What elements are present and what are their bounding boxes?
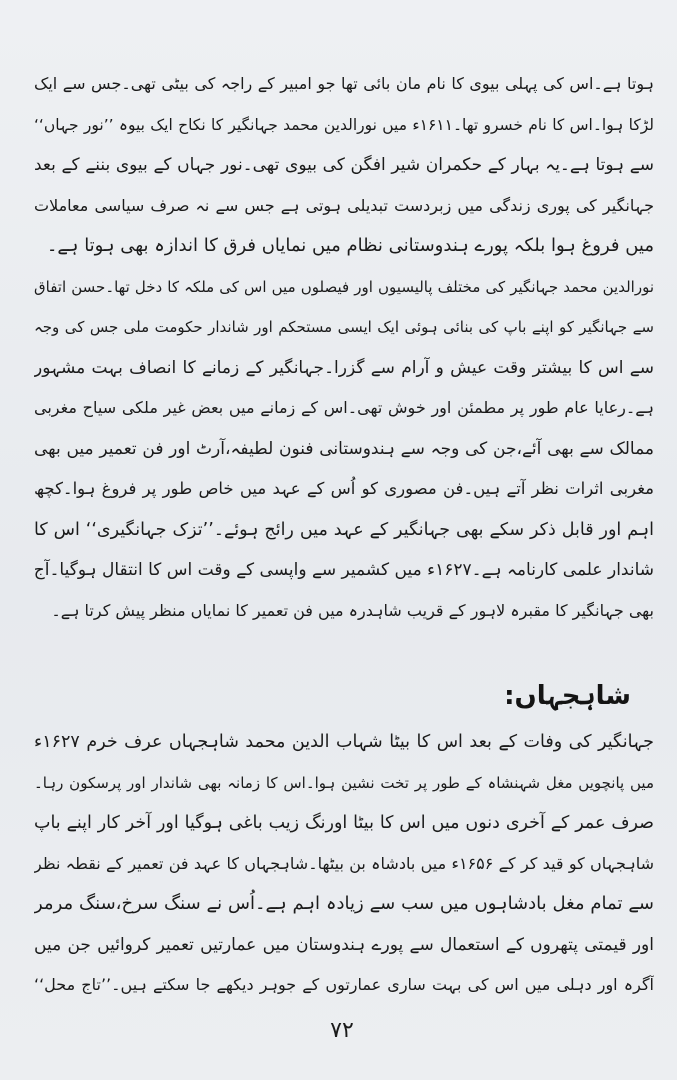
text-line: شاہجہاں کو قید کر کے ۱۶۵۶ء میں بادشاہ بن بیٹھا۔شاہجہاں کا عہد فن تعمیر کے نقطہ نظر bbox=[34, 853, 654, 873]
text-line: ہے۔رعایا عام طور پر مطمئن اور خوش تھی۔اس کے زمانے میں بعض غیر ملکی سیاح مغربی bbox=[34, 398, 654, 417]
text-line: اور قیمتی پتھروں کے استعمال سے پورے ہندوستان میں عمارتیں تعمیر کروائیں جن میں bbox=[34, 934, 654, 955]
text-line: شاندار علمی کارنامہ ہے۔۱۶۲۷ء میں کشمیر سے واپسی کے وقت اس کا انتقال ہوگیا۔آج bbox=[34, 560, 654, 580]
text-line: میں فروغ ہوا بلکہ پورے ہندوستانی نظام میں نمایاں فرق کا اندازہ بھی ہوتا ہے۔ bbox=[46, 235, 654, 256]
text-line: ممالک سے بھی آئے،جن کی وجہ سے ہندوستانی فنون لطیفہ،آرٹ اور فن تعمیر میں بھی bbox=[34, 438, 654, 459]
text-line: ہوتا ہے۔اس کی پہلی بیوی کا نام مان بائی تھا جو امبیر کے راجہ کی بیٹی تھی۔جس سے ایک bbox=[34, 74, 654, 93]
paragraph-shahjahan bbox=[34, 722, 654, 1006]
text-line: میں پانچویں مغل شہنشاہ کے طور پر تخت نشین ہوا۔اس کا زمانہ بھی شاندار اور پرسکون رہا۔ bbox=[34, 773, 654, 792]
text-line: جہانگیر کی وفات کے بعد اس کا بیٹا شہاب الدین محمد شاہجہاں عرف خرم ۱۶۲۷ء bbox=[34, 732, 654, 752]
text-line: سے جہانگیر کو اپنے باپ کی بنائی ہوئی ایک ایسی مستحکم اور شاندار حکومت ملی جس کی وجہ bbox=[34, 318, 654, 336]
text-line: آگرہ اور دہلی میں اس کی بہت ساری عمارتوں کے جوہر دیکھے جا سکتے ہیں۔’’تاج محل‘‘ bbox=[34, 975, 654, 994]
text-line: نورالدین محمد جہانگیر کی مختلف پالیسیوں اور فیصلوں میں اس کی ملکہ کا دخل تھا۔حسن اتفاق bbox=[34, 277, 654, 296]
text-line: صرف عمر کے آخری دنوں میں اس کا بیٹا اورنگ زیب باغی ہوگیا اور آخر کار اپنے باپ bbox=[34, 813, 654, 833]
text-line: لڑکا ہوا۔اس کا نام خسرو تھا۔۱۶۱۱ء میں نورالدین محمد جہانگیر کا نکاح ایک بیوہ ’’نور جہاں‘‘ bbox=[34, 115, 654, 134]
paragraph-jahangir bbox=[34, 64, 654, 631]
text-line: سے تمام مغل بادشاہوں میں سب سے زیادہ اہم ہے۔اُس نے سنگ سرخ،سنگ مرمر bbox=[34, 893, 654, 914]
section-heading-shahjahan: شاہجہاں: bbox=[504, 681, 631, 711]
text-line: بھی جہانگیر کا مقبرہ لاہور کے قریب شاہدرہ میں فن تعمیر کا نمایاں منظر پیش کرتا ہے۔ bbox=[51, 600, 654, 620]
page-number: ۷۲ bbox=[330, 1018, 354, 1043]
text-line: اہم اور قابل ذکر سکے بھی جہانگیر کے عہد میں رائج ہوئے۔’’تزک جہانگیری‘‘ اس کا bbox=[34, 519, 654, 540]
text-line: سے ہوتا ہے۔یہ بہار کے حکمران شیر افگن کی بیوی تھی۔نور جہاں کے بیوی بننے کے بعد bbox=[34, 155, 654, 175]
text-line: جہانگیر کی پوری زندگی میں زبردست تبدیلی ہوتی ہے جس سے نہ صرف سیاسی معاملات bbox=[34, 195, 654, 215]
text-line: سے اس کا بیشتر وقت عیش و آرام سے گزرا۔جہانگیر کے زمانے کا انصاف بہت مشہور bbox=[34, 357, 654, 378]
text-line: مغربی اثرات نظر آتے ہیں۔فن مصوری کو اُس کے عہد میں خاص طور پر فروغ ہوا۔کچھ bbox=[34, 479, 654, 498]
